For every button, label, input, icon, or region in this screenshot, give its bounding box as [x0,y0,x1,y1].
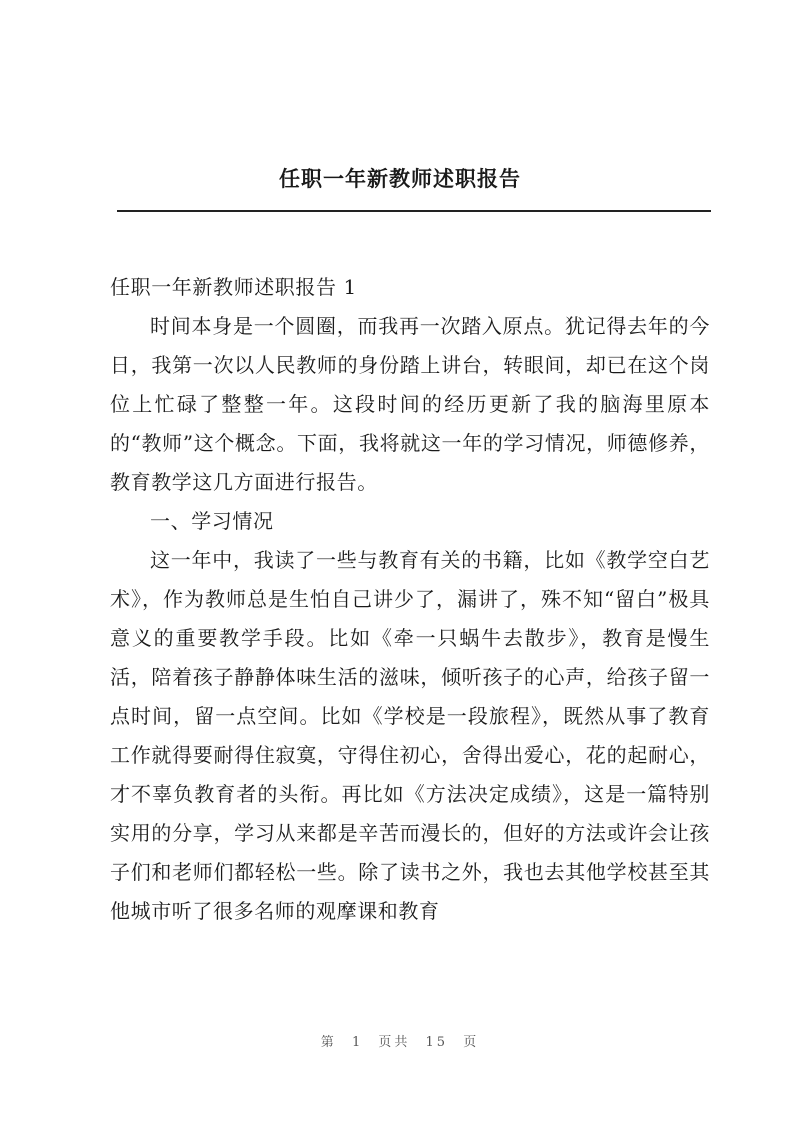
footer-page-number: 1 [351,1035,364,1050]
paragraph-intro: 时间本身是一个圆圈，而我再一次踏入原点。犹记得去年的今日，我第一次以人民教师的身份踏上讲台，转眼间，却已在这个岗位上忙碌了整整一年。这段时间的经历更新了我的脑海里原本的“教师”这个概念。下面，我将就这一年的学习情况，师德修养，教育教学这几方面进行报告。 [110,314,710,494]
footer-suffix: 页 [463,1035,480,1050]
paragraph-study: 这一年中，我读了一些与教育有关的书籍，比如《教学空白艺术》，作为教师总是生怕自己讲少了，漏讲了，殊不知“留白”极具意义的重要教学手段。比如《牵一只蜗牛去散步》，教育是慢生活，陪着孩子静静体味生活的滋味，倾听孩子的心声，给孩子留一点时间，留一点空间。比如《学校是一段旅程》，既然从事了教育工作就得要耐得住寂寞，守得住初心，舍得出爱心，花的起耐心，才不辜负教育者的头衔。再比如《方法决定成绩》，这是一篇特别实用的分享，学习从来都是辛苦而漫长的，但好的方法或许会让孩子们和老师们都轻松一些。除了读书之外，我也去其他学校甚至其他城市听了很多名师的观摩课和教育 [110,548,710,923]
footer-prefix: 第 [320,1035,337,1050]
footer-total-pages: 15 [425,1035,449,1050]
subheading-study: 一、学习情况 [150,509,274,533]
document-body [110,268,710,931]
footer-middle: 页共 [378,1035,411,1050]
title-underline [117,210,711,212]
page-footer [0,1031,800,1050]
document-title: 任职一年新教师述职报告 [279,166,521,191]
section-title: 任职一年新教师述职报告 1 [110,275,357,299]
